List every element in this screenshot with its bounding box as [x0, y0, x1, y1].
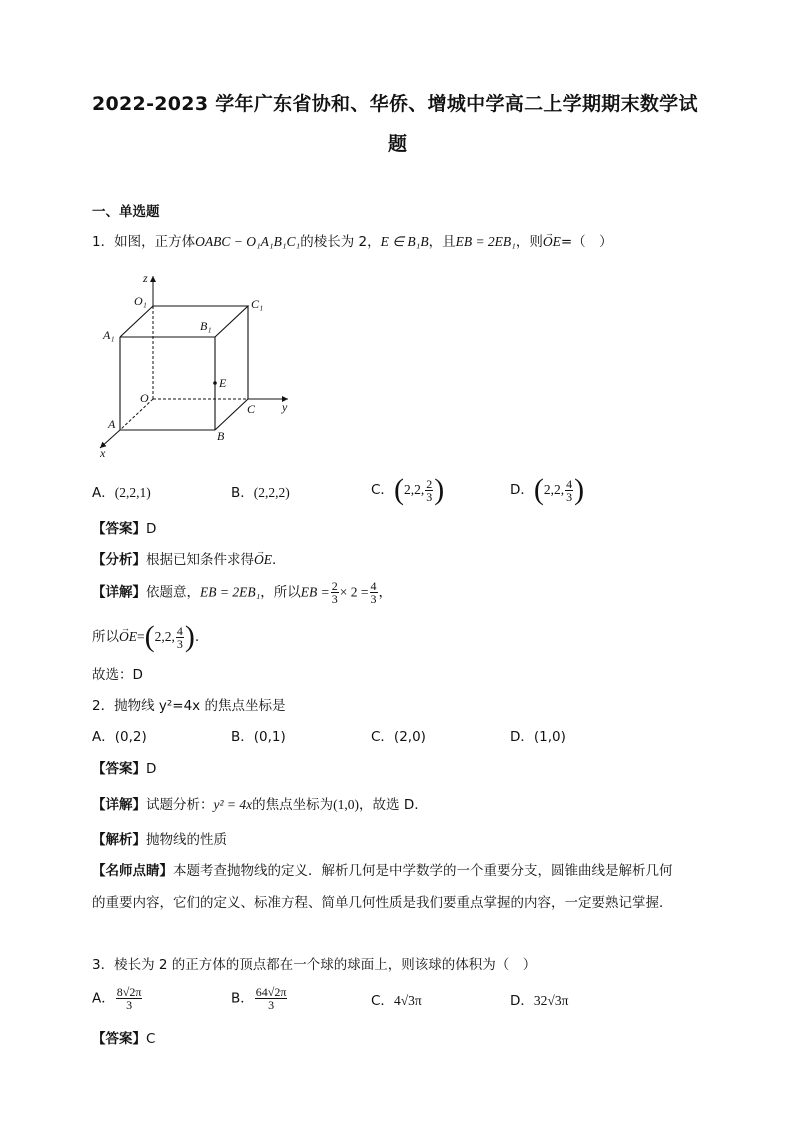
label-O1: O₁ — [134, 294, 147, 308]
q1-option-c-num: 2 — [426, 476, 433, 491]
q3-option-a-frac — [116, 986, 143, 1011]
q3-option-b-num: 64√2π — [255, 985, 287, 999]
label-y: y — [282, 400, 288, 414]
section-heading: 一、单选题 — [92, 204, 160, 220]
q3-option-c-value: 4√3π — [393, 993, 422, 1008]
q2-tip-line1 — [92, 862, 673, 880]
q2-option-c: C．(2,0) — [371, 729, 426, 745]
q3-answer — [92, 1030, 155, 1048]
q1-analysis-text: 根据已知条件求得 — [146, 552, 254, 568]
label-x: x — [100, 446, 106, 460]
q1-cube: OABC − O₁A₁B₁C₁ — [195, 234, 301, 249]
q1-option-c-den: 3 — [426, 489, 433, 504]
q1-detail-comma: ， — [378, 584, 393, 601]
q1-detail-result — [370, 580, 378, 605]
q1-mid3: ，则 — [515, 234, 543, 250]
label-A1: A₁ — [103, 328, 115, 342]
q1-detail-result-num: 4 — [370, 579, 377, 593]
q2-analysis-tag: 【解析】 — [92, 832, 146, 848]
q3-answer-value: C — [146, 1031, 156, 1047]
q3-option-b-label: B． — [231, 990, 254, 1007]
q1-option-c-frac — [425, 478, 433, 503]
q2-option-b: B．(0,1) — [231, 729, 286, 745]
q1-analysis-tag: 【分析】 — [92, 552, 146, 568]
q1-detail-result-den: 3 — [370, 592, 377, 606]
label-B: B — [217, 429, 225, 443]
q2-tip-text1: 本题考查抛物线的定义．解析几何是中学数学的一个重要分支，圆锥曲线是解析几何 — [173, 863, 673, 879]
q2-analysis-text: 抛物线的性质 — [146, 832, 227, 848]
q2-detail-text3: ，故选 D. — [359, 797, 419, 813]
q2-answer-value: D — [146, 761, 157, 777]
q1-so-vec: → OE — [119, 628, 137, 646]
q1-answer — [92, 520, 156, 538]
q1-detail-text2: ，所以 — [260, 584, 301, 601]
q1-so-pre: 2,2, — [154, 629, 175, 644]
top-face — [120, 306, 248, 337]
q3-option-d-value: 32√3π — [533, 993, 569, 1008]
q3-option-a — [92, 986, 143, 1011]
q1-option-d-pre: 2,2, — [543, 482, 565, 497]
page-title-line1: 2022-2023 学年广东省协和、华侨、增城中学高二上学期期末数学试 — [92, 93, 698, 115]
q1-detail-eq2: EB = — [300, 584, 330, 600]
q2-option-d: D．(1,0) — [510, 729, 566, 745]
q1-so-den: 3 — [176, 636, 183, 651]
q1-so-eq: = — [137, 629, 145, 644]
q1-analysis: 【分析】根据已知条件求得→ OE. — [92, 551, 276, 569]
q1-option-d: D．(2,2, $\frac{4}{3}$ ) — [510, 473, 585, 506]
cube-figure — [90, 268, 310, 463]
q3-option-a-label: A． — [92, 990, 115, 1007]
q3-option-b-frac — [255, 986, 288, 1011]
q1-detail-frac — [331, 580, 339, 605]
q1-option-c: C．(2,2, $\frac{2}{3}$ ) — [371, 473, 445, 506]
q3-stem: 3．棱长为 2 的正方体的顶点都在一个球的球面上，则该球的体积为（ ） — [92, 957, 537, 973]
label-B1: B₁ — [200, 319, 212, 333]
q1-mid2: ，且 — [428, 234, 456, 250]
q3-option-a-den: 3 — [126, 998, 133, 1012]
edge-BC — [215, 399, 248, 430]
q1-detail-times: × 2 = — [339, 584, 369, 600]
q1-option-b — [231, 484, 290, 502]
label-A: A — [108, 417, 116, 431]
q2-stem: 2．抛物线 y²=4x 的焦点坐标是 — [92, 698, 286, 714]
q1-detail-frac-den: 3 — [331, 592, 338, 606]
q3-option-c-label: C． — [371, 993, 394, 1009]
q1-so-frac — [176, 625, 184, 650]
label-E: E — [219, 376, 227, 390]
label-z: z — [143, 271, 148, 285]
q1-option-c-label: C． — [371, 482, 394, 498]
q1-so: 所以→ OE=(2,2, $\frac{4}{3}$ ). — [92, 622, 199, 652]
q2-detail-tag: 【详解】 — [92, 797, 146, 813]
q2-detail-eq: y² = 4x — [213, 797, 253, 812]
q1-option-d-frac — [565, 478, 573, 503]
q1-tail: =（ ） — [560, 234, 613, 250]
q1-option-b-label: B． — [231, 485, 254, 501]
q1-cond2: EB = 2EB₁ — [455, 234, 516, 249]
q3-option-d — [510, 992, 568, 1010]
q1-vec: → OE — [543, 233, 561, 251]
q1-detail-frac-num: 2 — [331, 579, 338, 593]
q1-option-b-value: (2,2,2) — [253, 485, 290, 500]
q1-answer-value: D — [146, 521, 157, 537]
label-O: O — [140, 391, 149, 405]
q1-option-d-den: 3 — [566, 489, 573, 504]
q2-tip-line2: 的重要内容，它们的定义、标准方程、简单几何性质是我们要重点掌握的内容，一定要熟记掌握． — [92, 895, 673, 911]
q2-detail — [92, 796, 419, 814]
q1-detail — [92, 580, 392, 605]
q1-so-text: 所以 — [92, 629, 119, 645]
page-title-line2: 题 — [388, 133, 408, 155]
q1-so-num: 4 — [176, 623, 183, 638]
q1-option-d-num: 4 — [566, 476, 573, 491]
q2-answer-tag: 【答案】 — [92, 761, 146, 777]
q3-option-a-num: 8√2π — [116, 985, 142, 999]
label-C: C — [247, 402, 256, 416]
q2-option-a: A．(0,2) — [92, 729, 147, 745]
q1-option-d-label: D． — [510, 482, 534, 498]
q3-option-d-label: D． — [510, 993, 534, 1009]
q1-answer-tag: 【答案】 — [92, 521, 146, 537]
q1-detail-text1: 依题意， — [146, 584, 200, 601]
q2-analysis — [92, 831, 227, 849]
q1-mid1: 的棱长为 2， — [300, 234, 381, 250]
q1-detail-tag: 【详解】 — [92, 584, 146, 601]
q3-option-c — [371, 992, 422, 1010]
q1-cond1: E ∈ B₁B — [380, 234, 429, 249]
q2-detail-text2: 的焦点坐标为 — [252, 797, 334, 813]
q1-option-a — [92, 484, 151, 502]
q1-option-a-value: (2,2,1) — [114, 485, 151, 500]
q3-option-b — [231, 986, 288, 1011]
q2-tip-tag: 【名师点睛】 — [92, 863, 173, 879]
q1-stem — [92, 233, 613, 251]
label-C1: C₁ — [251, 297, 264, 311]
q1-option-c-pre: 2,2, — [403, 482, 425, 497]
q1-choose: 故选：D — [92, 667, 143, 683]
q1-analysis-vec: → OE — [254, 551, 272, 569]
q3-option-b-den: 3 — [268, 998, 275, 1012]
q2-detail-point: (1,0) — [333, 797, 360, 812]
q1-detail-eq1: EB = 2EB₁ — [200, 584, 261, 600]
q3-answer-tag: 【答案】 — [92, 1031, 146, 1047]
point-E — [213, 381, 217, 385]
q1-option-a-label: A． — [92, 485, 115, 501]
q2-detail-text1: 试题分析： — [146, 797, 214, 813]
q2-answer — [92, 760, 156, 778]
q1-prefix: 1．如图，正方体 — [92, 234, 196, 250]
